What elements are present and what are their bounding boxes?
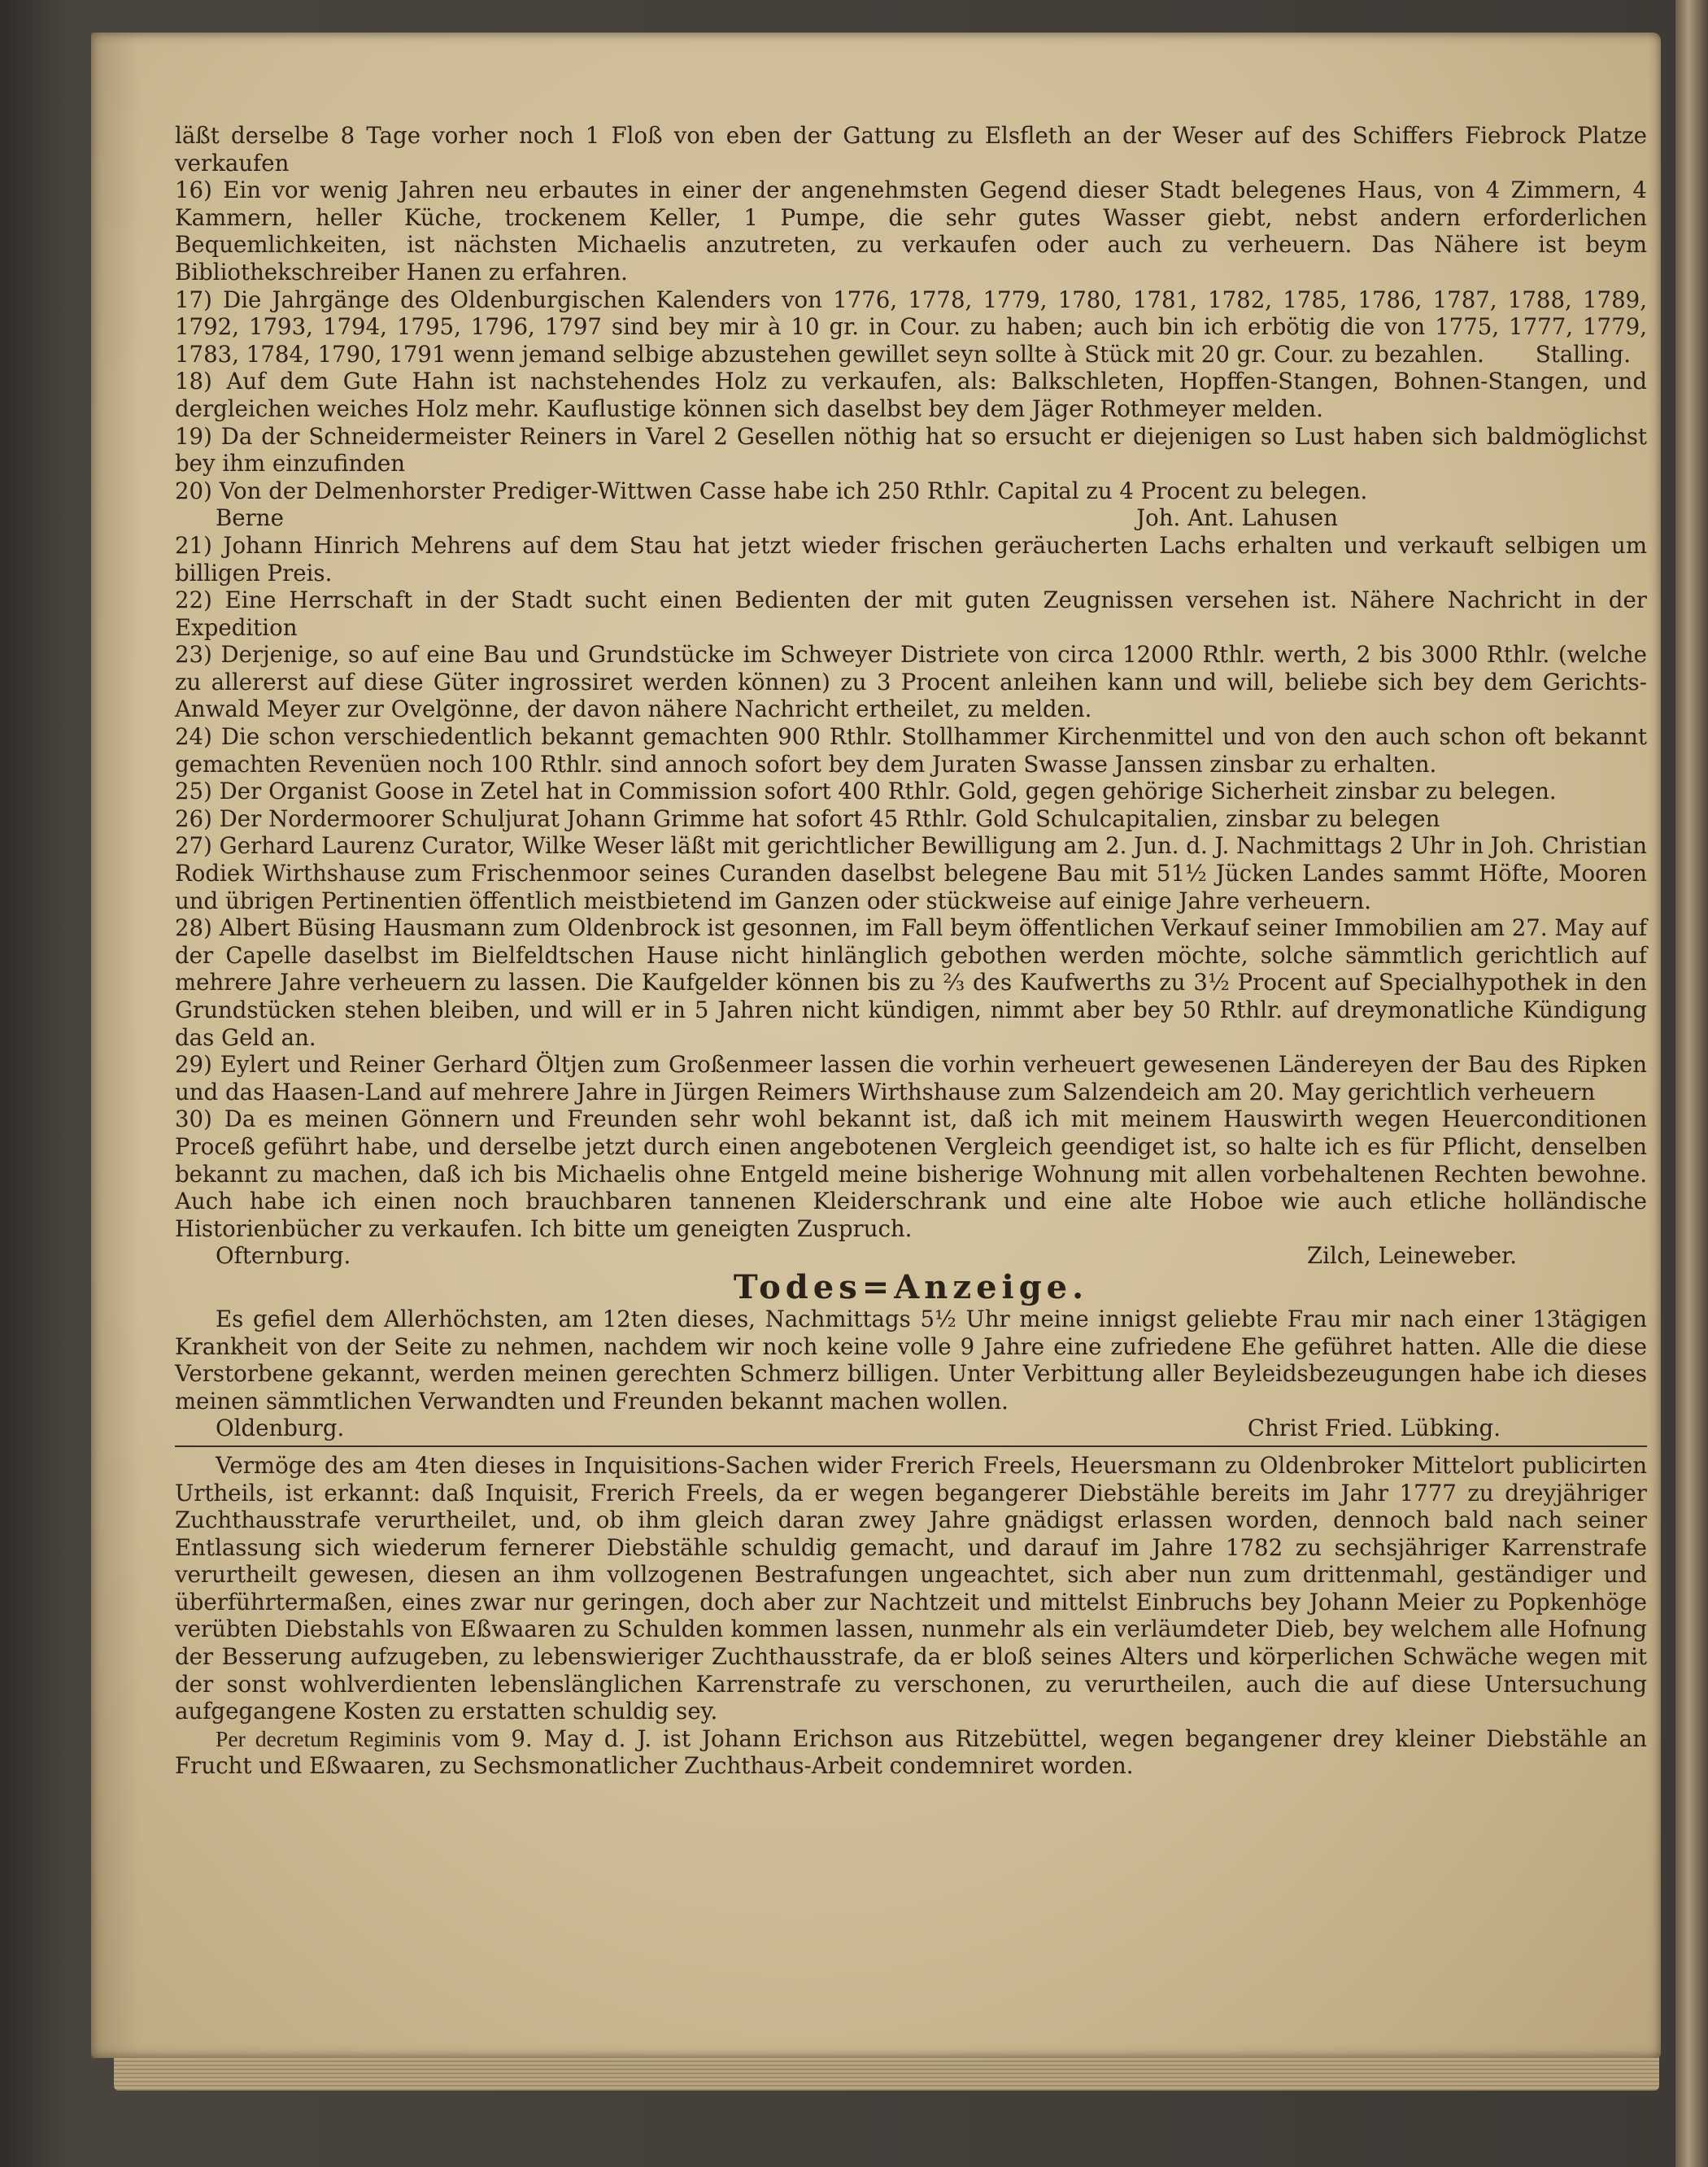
entry-23: 23) Derjenige, so auf eine Bau und Grundstücke im Schweyer Distriete von circa 12000 Rthlr. werth, 2 bis 3000 Rthlr. (welche zu allererst auf diese Güter ingrossiret werden können) zu 3 Procent anleihen kann und will, beliebe sich bey dem Gerichts-Anwald Meyer zur Ovelgönne, der davon nähere Nachricht ertheilet, zu melden. (175, 641, 1647, 723)
entry-22: 22) Eine Herrschaft in der Stadt sucht einen Bedienten der mit guten Zeugnissen versehen ist. Nähere Nachricht in der Expedition (175, 586, 1647, 641)
book-binding (1675, 0, 1708, 2167)
decree-paragraph (175, 1725, 1647, 1780)
entry-21: 21) Johann Hinrich Mehrens auf dem Stau hat jetzt wieder frischen geräucherten Lachs erhalten und verkauft selbigen um billigen Preis. (175, 531, 1647, 586)
entry-20: 20) Von der Delmenhorster Prediger-Wittwen Casse habe ich 250 Rthlr. Capital zu 4 Procent zu belegen. (175, 477, 1368, 504)
entry-24: 24) Die schon verschiedentlich bekannt gemachten 900 Rthlr. Stollhammer Kirchenmittel und von den auch schon oft bekannt gemachten Revenüen noch 100 Rthlr. sind annoch sofort bey dem Juraten Swasse Janssen zinsbar zu erhalten. (175, 723, 1647, 778)
decree-text: vom 9. May d. J. ist Johann Erichson aus Ritzebüttel, wegen begangener drey kleiner Diebstähle an Frucht und Eßwaaren, zu Sechsmonatlicher Zuchthaus-Arbeit condemniret worden. (175, 1724, 1647, 1780)
page-text (175, 122, 1647, 1780)
entry-19: 19) Da der Schneidermeister Reiners in Varel 2 Gesellen nöthig hat so ersucht er diejenigen so Lust haben sich baldmöglichst bey ihm einzufinden (175, 422, 1647, 477)
entry-30-place: Ofternburg. (216, 1242, 351, 1270)
entry-17-signature: Stalling. (1535, 340, 1631, 368)
entry-16: 16) Ein vor wenig Jahren neu erbautes in einer der angenehmsten Gegend dieser Stadt belegenes Haus, von 4 Zimmern, 4 Kammern, heller Küche, trockenem Keller, 1 Pumpe, die sehr gutes Wasser giebt, nebst andern erforderlichen Bequemlichkeiten, ist nächsten Michaelis anzutreten, zu verkaufen oder auch zu verheuern. Das Nähere ist beym Bibliothekschreiber Hanen zu erfahren. (175, 177, 1647, 286)
entry-29: 29) Eylert und Reiner Gerhard Öltjen zum Großenmeer lassen die vorhin verheuert gewesenen Ländereyen der Bau des Ripken und das Haasen-Land auf mehrere Jahre in Jürgen Reimers Wirthshause zum Salzendeich am 20. May gerichtlich verheuern (175, 1051, 1647, 1105)
death-notice-title: Todes=Anzeige. (733, 1267, 1089, 1306)
judgement-text: Vermöge des am 4ten dieses in Inquisitions-Sachen wider Frerich Freels, Heuersmann zu Oldenbroker Mittelort publicirten Urtheils, ist erkannt: daß Inquisit, Frerich Freels, da er wegen begangerer Diebstähle bereits im Jahr 1777 zu dreyjähriger Zuchthausstrafe verurtheilet, und, ob ihm gleich daran zwey Jahre gnädigst erlassen worden, dennoch bald nach seiner Entlassung sich wiederum fernerer Diebstähle schuldig gemacht, und darauf im Jahre 1782 zu sechsjähriger Karrenstrafe verurtheilt gewesen, diesen an ihm vollzogenen Bestrafungen ungeachtet, sich aber nun zum drittenmahl, geständiger und überführtermaßen, eines zwar nur geringen, doch aber zur Nachtzeit und mittelst Einbruchs bey Johann Meier zu Popkenhöge verübten Diebstahls von Eßwaaren zu Schulden kommen lassen, nunmehr als ein verläumdeter Dieb, bey welchem alle Hofnung der Besserung aufzugeben, zu lebenswieriger Zuchthausstrafe, da er bloß seines Alters und körperlichen Schwäche wegen mit der sonst wohlverdienten lebenslänglichen Karrenstrafe zu verschonen, zu verurtheilen, auch die auf diese Untersuchung aufgegangene Kosten zu erstatten schuldig sey. (175, 1451, 1647, 1725)
entry-30-signature: Zilch, Leineweber. (1306, 1242, 1517, 1270)
entry-28: 28) Albert Büsing Hausmann zum Oldenbrock ist gesonnen, im Fall beym öffentlichen Verkauf seiner Immobilien am 27. May auf der Capelle daselbst im Bielfeldtschen Hause nicht hinlänglich gebothen werden möchte, solche sämmtlich gerichtlich auf mehrere Jahre verheuern zu lassen. Die Kaufgelder können bis zu ⅔ des Kaufwerths zu 3½ Procent auf Specialhypothek in den Grundstücken stehen bleiben, und will er in 5 Jahren nicht kündigen, nimmt aber bey 50 Rthlr. auf dreymonatliche Kündigung das Geld an. (175, 914, 1647, 1051)
decree-latin-phrase: Per decretum Regiminis (216, 1725, 442, 1751)
entry-30-signature-row (175, 1242, 1647, 1270)
entry-17 (175, 286, 1647, 368)
death-notice-text: Es gefiel dem Allerhöchsten, am 12ten dieses, Nachmittags 5½ Uhr meine innigst geliebte Frau mir nach einer 13tägigen Krankheit von der Seite zu nehmen, nachdem wir noch keine volle 9 Jahre eine zufriedene Ehe geführet hatten. Alle die diese Verstorbene gekannt, werden meinen gerechten Schmerz billigen. Unter Verbittung aller Beyleidsbezeugungen habe ich dieses meinen sämmtlichen Verwandten und Freunden bekannt machen wollen. (175, 1305, 1647, 1415)
entry-27: 27) Gerhard Laurenz Curator, Wilke Weser läßt mit gerichtlicher Bewilligung am 2. Jun. d. J. Nachmittags 2 Uhr in Joh. Christian Rodiek Wirthshause zum Frischenmoor seines Curanden daselbst belegene Bau mit 51½ Jücken Landes sammt Höfte, Mooren und übrigen Pertinentien öffentlich meistbietend im Ganzen oder stückweise auf einige Jahre verheuern. (175, 832, 1647, 914)
entry-18: 18) Auf dem Gute Hahn ist nachstehendes Holz zu verkaufen, als: Balkschleten, Hopffen-Stangen, Bohnen-Stangen, und dergleichen weiches Holz mehr. Kauflustige können sich daselbst bey dem Jäger Rothmeyer melden. (175, 368, 1647, 422)
entry-20-place: Berne (216, 504, 284, 532)
entry-20-signature-row (175, 504, 1647, 532)
entry-25: 25) Der Organist Goose in Zetel hat in Commission sofort 400 Rthlr. Gold, gegen gehörige Sicherheit zinsbar zu belegen. (175, 778, 1557, 805)
death-notice-place: Oldenburg. (216, 1415, 345, 1442)
entry-26: 26) Der Nordermoorer Schuljurat Johann Grimme hat sofort 45 Rthlr. Gold Schulcapitalien, zinsbar zu belegen (175, 804, 1440, 832)
death-notice-signature-row (175, 1415, 1647, 1442)
section-divider (175, 1445, 1647, 1447)
entry-30: 30) Da es meinen Gönnern und Freunden sehr wohl bekannt ist, daß ich mit meinem Hauswirth wegen Heuerconditionen Proceß geführt habe, und derselbe jetzt durch einen angebotenen Vergleich geendiget ist, so halte ich es für Pflicht, denselben bekannt zu machen, daß ich bis Michaelis ohne Entgeld meine bisherige Wohnung mit allen vorbehaltenen Rechten bewohne. Auch habe ich einen noch brauchbaren tannenen Kleiderschrank und eine alte Hoboe wie auch etliche holländische Historienbücher zu verkaufen. Ich bitte um geneigten Zuspruch. (175, 1105, 1647, 1242)
entry-20-signature: Joh. Ant. Lahusen (1136, 504, 1338, 532)
death-notice-signature: Christ Fried. Lübking. (1247, 1415, 1501, 1442)
entry-17-text: 17) Die Jahrgänge des Oldenburgischen Kalenders von 1776, 1778, 1779, 1780, 1781, 1782, 1785, 1786, 1787, 1788, 1789, 1792, 1793, 1794, 1795, 1796, 1797 sind bey mir à 10 gr. in Cour. zu haben; auch bin ich erbötig die von 1775, 1777, 1779, 1783, 1784, 1790, 1791 wenn jemand selbige abzustehen gewillet seyn sollte à Stück mit 20 gr. Cour. zu bezahlen. (175, 286, 1647, 368)
entry-15-continuation: läßt derselbe 8 Tage vorher noch 1 Floß von eben der Gattung zu Elsfleth an der Weser auf des Schiffers Fiebrock Platze verkaufen (175, 122, 1647, 177)
